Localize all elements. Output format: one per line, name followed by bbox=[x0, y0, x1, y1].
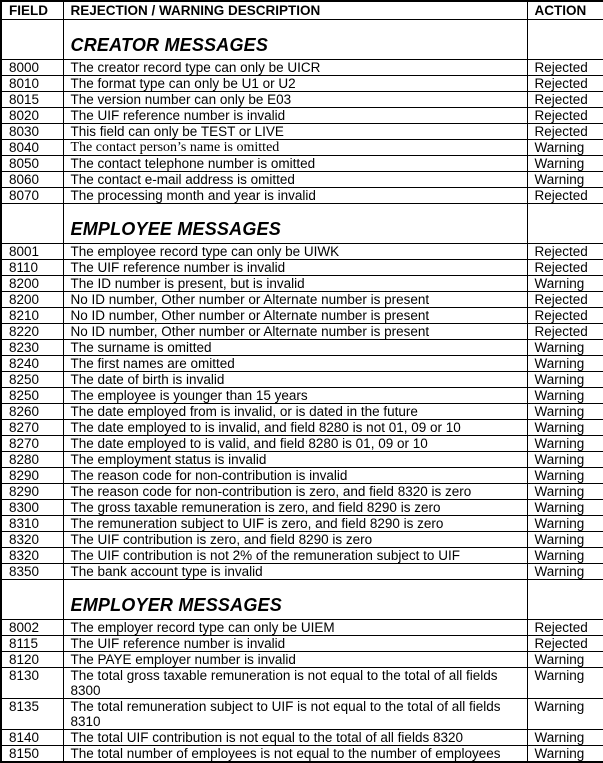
message-description: The first names are omitted bbox=[63, 356, 527, 372]
action-value: Warning bbox=[527, 372, 603, 388]
message-description: The surname is omitted bbox=[63, 340, 527, 356]
field-code: 8290 bbox=[1, 484, 63, 500]
message-description: The format type can only be U1 or U2 bbox=[63, 76, 527, 92]
message-description: The date employed to is invalid, and field 8280 is not 01, 09 or 10 bbox=[63, 420, 527, 436]
field-code: 8115 bbox=[1, 636, 63, 652]
message-description: The contact telephone number is omitted bbox=[63, 156, 527, 172]
table-row bbox=[1, 652, 603, 668]
field-code: 8320 bbox=[1, 532, 63, 548]
message-description: The bank account type is invalid bbox=[63, 564, 527, 580]
field-code: 8260 bbox=[1, 404, 63, 420]
field-code: 8200 bbox=[1, 276, 63, 292]
action-value: Warning bbox=[527, 436, 603, 452]
section-title-cell bbox=[63, 204, 527, 244]
message-description: The date of birth is invalid bbox=[63, 372, 527, 388]
message-description: The UIF reference number is invalid bbox=[63, 636, 527, 652]
action-value: Warning bbox=[527, 452, 603, 468]
table-row bbox=[1, 244, 603, 260]
table-row bbox=[1, 340, 603, 356]
table-row bbox=[1, 699, 603, 730]
action-value: Warning bbox=[527, 404, 603, 420]
message-description: The contact person’s name is omitted bbox=[63, 140, 527, 156]
section-action-cell-empty bbox=[527, 580, 603, 620]
field-code: 8310 bbox=[1, 516, 63, 532]
message-description: The employee is younger than 15 years bbox=[63, 388, 527, 404]
field-code: 8150 bbox=[1, 746, 63, 763]
table-row bbox=[1, 324, 603, 340]
action-value: Rejected bbox=[527, 620, 603, 636]
table-row bbox=[1, 532, 603, 548]
action-value: Rejected bbox=[527, 324, 603, 340]
field-code: 8010 bbox=[1, 76, 63, 92]
action-value: Warning bbox=[527, 564, 603, 580]
message-description: The total gross taxable remuneration is not equal to the total of all fields 8300 bbox=[63, 668, 527, 699]
column-header-description: REJECTION / WARNING DESCRIPTION bbox=[63, 1, 527, 20]
action-value: Rejected bbox=[527, 292, 603, 308]
action-value: Warning bbox=[527, 340, 603, 356]
table-row bbox=[1, 308, 603, 324]
field-code: 8015 bbox=[1, 92, 63, 108]
message-description: No ID number, Other number or Alternate number is present bbox=[63, 308, 527, 324]
action-value: Warning bbox=[527, 468, 603, 484]
action-value: Warning bbox=[527, 276, 603, 292]
field-code: 8210 bbox=[1, 308, 63, 324]
table-row bbox=[1, 500, 603, 516]
field-code: 8135 bbox=[1, 699, 63, 730]
message-description: The UIF reference number is invalid bbox=[63, 108, 527, 124]
field-code: 8040 bbox=[1, 140, 63, 156]
action-value: Warning bbox=[527, 156, 603, 172]
message-description: The version number can only be E03 bbox=[63, 92, 527, 108]
table-row bbox=[1, 372, 603, 388]
table-header-row bbox=[1, 1, 603, 20]
field-code: 8030 bbox=[1, 124, 63, 140]
message-description: The total remuneration subject to UIF is not equal to the total of all fields 8310 bbox=[63, 699, 527, 730]
table-row bbox=[1, 172, 603, 188]
table-row bbox=[1, 484, 603, 500]
table-row bbox=[1, 156, 603, 172]
action-value: Warning bbox=[527, 532, 603, 548]
action-value: Warning bbox=[527, 699, 603, 730]
action-value: Warning bbox=[527, 420, 603, 436]
field-code: 8140 bbox=[1, 730, 63, 746]
field-code: 8220 bbox=[1, 324, 63, 340]
field-code: 8200 bbox=[1, 292, 63, 308]
action-value: Warning bbox=[527, 746, 603, 763]
field-code: 8230 bbox=[1, 340, 63, 356]
message-description: The reason code for non-contribution is zero, and field 8320 is zero bbox=[63, 484, 527, 500]
section-row bbox=[1, 204, 603, 244]
table-row bbox=[1, 276, 603, 292]
field-code: 8001 bbox=[1, 244, 63, 260]
table-row bbox=[1, 620, 603, 636]
table-row bbox=[1, 746, 603, 763]
message-description: The total UIF contribution is not equal to the total of all fields 8320 bbox=[63, 730, 527, 746]
field-code: 8060 bbox=[1, 172, 63, 188]
column-header-field: FIELD bbox=[1, 1, 63, 20]
table-row bbox=[1, 292, 603, 308]
message-description: The processing month and year is invalid bbox=[63, 188, 527, 204]
section-field-cell-empty bbox=[1, 580, 63, 620]
action-value: Rejected bbox=[527, 124, 603, 140]
table-body bbox=[1, 20, 603, 763]
field-code: 8020 bbox=[1, 108, 63, 124]
field-code: 8002 bbox=[1, 620, 63, 636]
field-code: 8300 bbox=[1, 500, 63, 516]
table-row bbox=[1, 108, 603, 124]
action-value: Warning bbox=[527, 516, 603, 532]
table-row bbox=[1, 636, 603, 652]
table-row bbox=[1, 388, 603, 404]
table-row bbox=[1, 404, 603, 420]
table-row bbox=[1, 124, 603, 140]
action-value: Rejected bbox=[527, 108, 603, 124]
message-description: No ID number, Other number or Alternate number is present bbox=[63, 292, 527, 308]
action-value: Warning bbox=[527, 388, 603, 404]
message-description: The total number of employees is not equal to the number of employees bbox=[63, 746, 527, 763]
table-row bbox=[1, 92, 603, 108]
message-description: The employee record type can only be UIWK bbox=[63, 244, 527, 260]
table-row bbox=[1, 260, 603, 276]
field-code: 8250 bbox=[1, 388, 63, 404]
section-title-cell bbox=[63, 20, 527, 60]
message-description: The employment status is invalid bbox=[63, 452, 527, 468]
action-value: Warning bbox=[527, 668, 603, 699]
action-value: Warning bbox=[527, 140, 603, 156]
field-code: 8320 bbox=[1, 548, 63, 564]
message-description: The date employed from is invalid, or is dated in the future bbox=[63, 404, 527, 420]
message-description: The date employed to is valid, and field 8280 is 01, 09 or 10 bbox=[63, 436, 527, 452]
action-value: Warning bbox=[527, 730, 603, 746]
field-code: 8120 bbox=[1, 652, 63, 668]
table-row bbox=[1, 452, 603, 468]
action-value: Warning bbox=[527, 172, 603, 188]
table-row bbox=[1, 420, 603, 436]
message-description: The reason code for non-contribution is invalid bbox=[63, 468, 527, 484]
table-row bbox=[1, 516, 603, 532]
section-field-cell-empty bbox=[1, 20, 63, 60]
action-value: Rejected bbox=[527, 92, 603, 108]
section-field-cell-empty bbox=[1, 204, 63, 244]
section-row bbox=[1, 580, 603, 620]
section-title: EMPLOYER MESSAGES bbox=[70, 595, 282, 615]
action-value: Warning bbox=[527, 500, 603, 516]
action-value: Warning bbox=[527, 356, 603, 372]
table-row bbox=[1, 548, 603, 564]
field-code: 8240 bbox=[1, 356, 63, 372]
section-row bbox=[1, 20, 603, 60]
field-code: 8250 bbox=[1, 372, 63, 388]
action-value: Rejected bbox=[527, 76, 603, 92]
action-value: Rejected bbox=[527, 188, 603, 204]
table-row bbox=[1, 730, 603, 746]
table-row bbox=[1, 188, 603, 204]
field-code: 8290 bbox=[1, 468, 63, 484]
message-description: The gross taxable remuneration is zero, and field 8290 is zero bbox=[63, 500, 527, 516]
section-action-cell-empty bbox=[527, 204, 603, 244]
field-code: 8270 bbox=[1, 420, 63, 436]
field-code: 8000 bbox=[1, 60, 63, 76]
action-value: Warning bbox=[527, 548, 603, 564]
section-title-cell bbox=[63, 580, 527, 620]
table-row bbox=[1, 668, 603, 699]
section-action-cell-empty bbox=[527, 20, 603, 60]
message-description: The ID number is present, but is invalid bbox=[63, 276, 527, 292]
field-code: 8280 bbox=[1, 452, 63, 468]
field-code: 8130 bbox=[1, 668, 63, 699]
field-code: 8070 bbox=[1, 188, 63, 204]
field-code: 8110 bbox=[1, 260, 63, 276]
table-row bbox=[1, 60, 603, 76]
action-value: Rejected bbox=[527, 260, 603, 276]
message-description: This field can only be TEST or LIVE bbox=[63, 124, 527, 140]
action-value: Rejected bbox=[527, 244, 603, 260]
action-value: Rejected bbox=[527, 636, 603, 652]
column-header-action: ACTION bbox=[527, 1, 603, 20]
action-value: Warning bbox=[527, 652, 603, 668]
field-code: 8050 bbox=[1, 156, 63, 172]
section-title: EMPLOYEE MESSAGES bbox=[70, 219, 281, 239]
action-value: Warning bbox=[527, 484, 603, 500]
section-title: CREATOR MESSAGES bbox=[70, 35, 269, 55]
message-description: The UIF reference number is invalid bbox=[63, 260, 527, 276]
message-description: The contact e-mail address is omitted bbox=[63, 172, 527, 188]
message-description: The UIF contribution is not 2% of the remuneration subject to UIF bbox=[63, 548, 527, 564]
field-code: 8270 bbox=[1, 436, 63, 452]
table-row bbox=[1, 140, 603, 156]
field-code: 8350 bbox=[1, 564, 63, 580]
table-row bbox=[1, 564, 603, 580]
message-description: The remuneration subject to UIF is zero, and field 8290 is zero bbox=[63, 516, 527, 532]
table-row bbox=[1, 356, 603, 372]
table-row bbox=[1, 436, 603, 452]
table-row bbox=[1, 468, 603, 484]
message-description: The UIF contribution is zero, and field 8290 is zero bbox=[63, 532, 527, 548]
table-row bbox=[1, 76, 603, 92]
message-description: The creator record type can only be UICR bbox=[63, 60, 527, 76]
message-description: No ID number, Other number or Alternate number is present bbox=[63, 324, 527, 340]
message-description: The employer record type can only be UIEM bbox=[63, 620, 527, 636]
action-value: Rejected bbox=[527, 308, 603, 324]
message-description: The PAYE employer number is invalid bbox=[63, 652, 527, 668]
action-value: Rejected bbox=[527, 60, 603, 76]
